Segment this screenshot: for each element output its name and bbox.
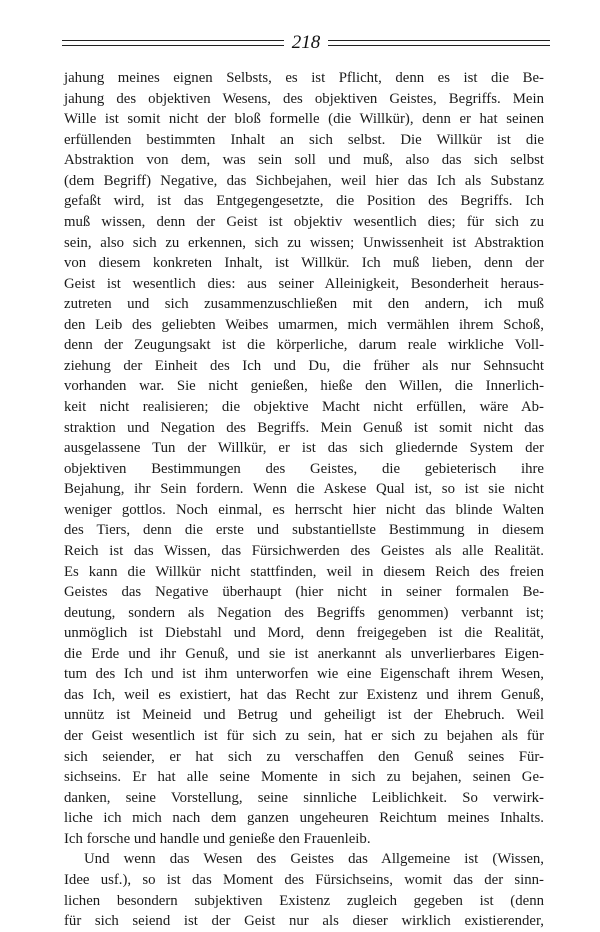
text-line: sich seiender, er hat sich zu verschaffen den Genuß seines Für- (64, 748, 544, 765)
text-line: gefaßt wird, ist das Entgegengesetzte, die Position des Begriffs. Ich (64, 193, 544, 210)
text-line: von diesem konkreten Inhalt, ist Willkür. Ich muß lieben, denn der (64, 255, 544, 272)
text-line: zutreten und sich zusammenzuschließen mit den andern, ich muß (64, 296, 544, 313)
text-line: Es kann die Willkür nicht stattfinden, weil in diesem Reich des freien (64, 563, 544, 580)
body-text (64, 68, 544, 932)
text-line: liche ich mich nach dem ganzen ungeheuren Reichtum meines Inhalts. (64, 810, 544, 827)
text-line: muß wissen, denn der Geist ist objektiv wesentlich dies; für sich zu (64, 213, 544, 230)
text-line: ausgelassene Tun der Willkür, er ist das sich gliedernde System der (64, 440, 544, 457)
text-line: den Leib des geliebten Weibes umarmen, mich vermählen ihrem Schoß, (64, 316, 544, 333)
text-line: ziehung der Einheit des Ich und Du, die früher als nur Sehnsucht (64, 357, 544, 374)
text-line: objektiven Bestimmungen des Geistes, die gebieterisch ihre (64, 460, 544, 477)
text-line: Reich ist das Wissen, das Fürsichwerden des Geistes als alle Realität. (64, 542, 544, 559)
text-line: die Erde und ihr Genuß, und sie ist anerkannt als unverlierbares Eigen- (64, 645, 544, 662)
text-line: Ich forsche und handle und genieße den Frauenleib. (64, 830, 371, 847)
text-line: das Ich, weil es existiert, hat das Recht zur Existenz und ihrem Genuß, (64, 686, 544, 703)
header-rule-left (62, 40, 284, 46)
header-rule-right (328, 40, 550, 46)
text-line: lichen besondern subjektiven Existenz zugleich gegeben ist (denn (64, 892, 544, 909)
text-line: weniger gottlos. Noch einmal, es herrscht hier nicht das blinde Walten (64, 501, 544, 518)
text-line: Geist ist wesentlich dies: aus seiner Alleinigkeit, Besonderheit heraus- (64, 275, 544, 292)
text-line: Bejahung, ihr Sein fordern. Wenn die Askese Qual ist, so ist sie nicht (64, 481, 544, 498)
text-line: deutung, sondern als Negation des Begriffs genommen) verbannt ist; (64, 604, 544, 621)
text-line: danken, seine Vorstellung, seine sinnliche Leiblichkeit. So verwirk- (64, 789, 544, 806)
text-line: unmöglich ist Diebstahl und Mord, denn freigegeben ist die Realität, (64, 625, 544, 642)
text-line: vorhanden war. Sie nicht genießen, hieße den Willen, die Innerlich- (64, 378, 544, 395)
page-header (62, 30, 550, 56)
page-number: 218 (291, 32, 321, 53)
text-line: des Tiers, denn die erste und substantiellste Bestimmung in diesem (64, 522, 544, 539)
text-line: Idee usf.), so ist das Moment des Fürsichseins, womit das der sinn- (64, 871, 544, 888)
text-line: denn der Zeugungsakt ist die körperliche, darum reale wirkliche Voll- (64, 337, 544, 354)
text-line: straktion und Negation des Begriffs. Mein Genuß ist somit nicht das (64, 419, 544, 436)
text-line: keit nicht realisieren; die objektive Macht nicht erfüllen, wäre Ab- (64, 399, 544, 415)
text-line: Und wenn das Wesen des Geistes das Allgemeine ist (Wissen, (84, 851, 544, 868)
text-line: tum des Ich und ist ihm unterworfen wie eine Eigenschaft ihrem Wesen, (64, 666, 544, 683)
text-line: unnütz ist Meineid und Betrug und geheiligt ist der Ehebruch. Weil (64, 707, 544, 724)
text-line: Geistes das Negative überhaupt (hier nicht in seiner formalen Be- (64, 584, 544, 601)
text-line: erfüllenden bestimmten Inhalt an sich selbst. Die Willkür ist die (64, 131, 544, 148)
text-line: Wille ist somit nicht der bloß formelle (die Willkür), denn er hat seinen (64, 111, 544, 128)
text-line: der Geist wesentlich ist für sich zu sein, hat er sich zu bejahen als für (64, 728, 544, 744)
text-line: jahung des objektiven Wesens, des objektiven Geistes, Begriffs. Mein (64, 90, 544, 107)
text-line: Abstraktion von dem, was sein soll und muß, also das sich selbst (64, 152, 544, 169)
text-line: für sich seiend ist der Geist nur als dieser wirklich existierender, (64, 913, 544, 930)
text-line: sein, also sich zu erkennen, sich zu wissen; Unwissenheit ist Abstraktion (64, 234, 544, 251)
text-line: (dem Begriff) Negative, das Sichbejahen, weil hier das Ich als Substanz (64, 172, 544, 189)
text-line: jahung meines eignen Selbsts, es ist Pflicht, denn es ist die Be- (64, 70, 544, 86)
text-line: sichseins. Er hat alle seine Momente in sich zu bejahen, seinen Ge- (64, 769, 544, 786)
